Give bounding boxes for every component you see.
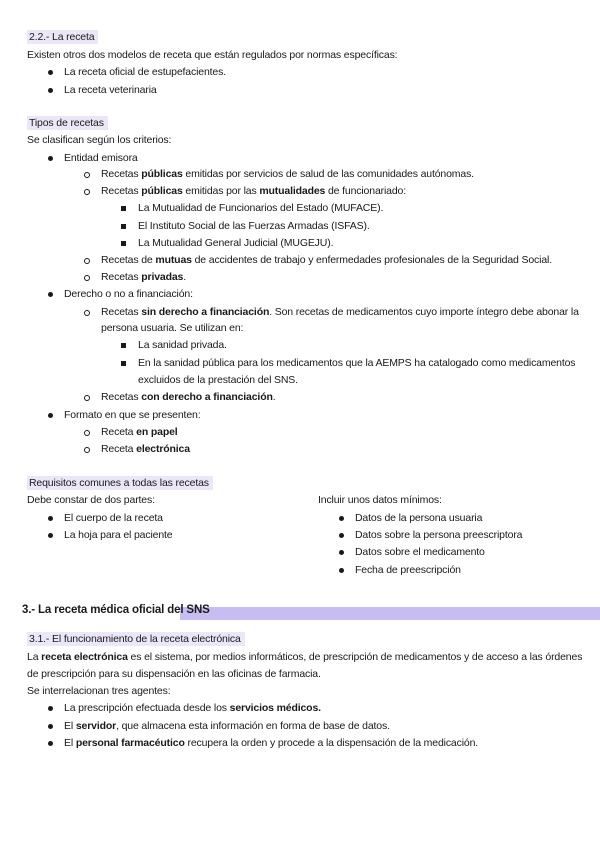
bullet-dot [48, 741, 53, 746]
bullet-dot [339, 533, 344, 538]
bullet-square [121, 206, 126, 211]
bullet-square [121, 343, 126, 348]
list-item: Recetas privadas. [101, 271, 187, 283]
list-item: La sanidad privada. [138, 339, 227, 351]
list-item: Recetas públicas emitidas por las mutualidades de funcionariado: [101, 185, 406, 197]
section-heading-2-2: 2.2.- La receta [27, 31, 98, 43]
list-item: La receta oficial de estupefacientes. [64, 66, 226, 78]
bullet-circle [84, 189, 90, 195]
list-item: Fecha de preescripción [355, 564, 461, 576]
bullet-circle [84, 275, 90, 281]
paragraph: Incluir unos datos mínimos: [318, 494, 442, 506]
list-item: Datos sobre el medicamento [355, 546, 485, 558]
paragraph: Se interrelacionan tres agentes: [27, 685, 171, 697]
bullet-circle [84, 395, 90, 401]
bullet-dot [339, 516, 344, 521]
list-item-continuation: excluidos de la prestación del SNS. [138, 374, 298, 386]
paragraph: Se clasifican según los criterios: [27, 134, 172, 146]
bullet-dot [48, 88, 53, 93]
list-item: En la sanidad pública para los medicamentos que la AEMPS ha catalogado como medicamentos [138, 357, 576, 369]
bullet-dot [48, 70, 53, 75]
bullet-dot [48, 724, 53, 729]
bullet-square [121, 241, 126, 246]
section-heading-3-1: 3.1.- El funcionamiento de la receta electrónica [27, 633, 245, 645]
list-item: Recetas con derecho a financiación. [101, 391, 276, 403]
list-item: Datos de la persona usuaria [355, 512, 483, 524]
list-item: El personal farmacéutico recupera la orden y procede a la dispensación de la medicación. [64, 737, 479, 749]
section-heading-3: 3.- La receta médica oficial del SNS [22, 604, 210, 616]
section-heading-tipos: Tipos de recetas [27, 117, 108, 129]
list-item: Recetas sin derecho a financiación. Son recetas de medicamentos cuyo importe íntegro debe abonar la [101, 306, 579, 318]
paragraph: Existen otros dos modelos de receta que están regulados por normas específicas: [27, 49, 398, 61]
bullet-dot [48, 706, 53, 711]
bullet-circle [84, 430, 90, 436]
list-item: La prescripción efectuada desde los servicios médicos. [64, 702, 321, 714]
list-item: Datos sobre la persona preescriptora [355, 529, 523, 541]
bullet-dot [48, 516, 53, 521]
bullet-dot [48, 413, 53, 418]
bullet-circle [84, 172, 90, 178]
bullet-dot [48, 533, 53, 538]
bullet-dot [48, 156, 53, 161]
list-item: Formato en que se presenten: [64, 409, 201, 421]
bullet-square [121, 361, 126, 366]
bullet-square [121, 224, 126, 229]
list-item: La hoja para el paciente [64, 529, 173, 541]
bullet-circle [84, 447, 90, 453]
list-item: El Instituto Social de las Fuerzas Armadas (ISFAS). [138, 220, 370, 232]
list-item: Recetas públicas emitidas por servicios de salud de las comunidades autónomas. [101, 168, 474, 180]
bullet-dot [339, 550, 344, 555]
list-item-continuation: persona usuaria. Se utilizan en: [101, 322, 244, 334]
list-item: Receta en papel [101, 426, 178, 438]
paragraph: La receta electrónica es el sistema, por medios informáticos, de prescripción de medicamentos y de acceso a las órdenes [27, 651, 583, 663]
section-bar [180, 607, 600, 620]
list-item: La Mutualidad de Funcionarios del Estado (MUFACE). [138, 202, 384, 214]
list-item: Entidad emisora [64, 152, 138, 164]
paragraph: Debe constar de dos partes: [27, 494, 155, 506]
bullet-circle [84, 258, 90, 264]
bullet-dot [339, 568, 344, 573]
list-item: La Mutualidad General Judicial (MUGEJU). [138, 237, 334, 249]
list-item: El servidor, que almacena esta información en forma de base de datos. [64, 720, 390, 732]
list-item: Recetas de mutuas de accidentes de trabajo y enfermedades profesionales de la Seguridad Social. [101, 254, 552, 266]
section-heading-requisitos: Requisitos comunes a todas las recetas [27, 477, 213, 489]
list-item: El cuerpo de la receta [64, 512, 163, 524]
bullet-dot [48, 292, 53, 297]
list-item: Derecho o no a financiación: [64, 288, 193, 300]
list-item: La receta veterinaria [64, 84, 157, 96]
bullet-circle [84, 310, 90, 316]
list-item: Receta electrónica [101, 443, 190, 455]
paragraph-continuation: de prescripción para su dispensación en las oficinas de farmacia. [27, 668, 321, 680]
